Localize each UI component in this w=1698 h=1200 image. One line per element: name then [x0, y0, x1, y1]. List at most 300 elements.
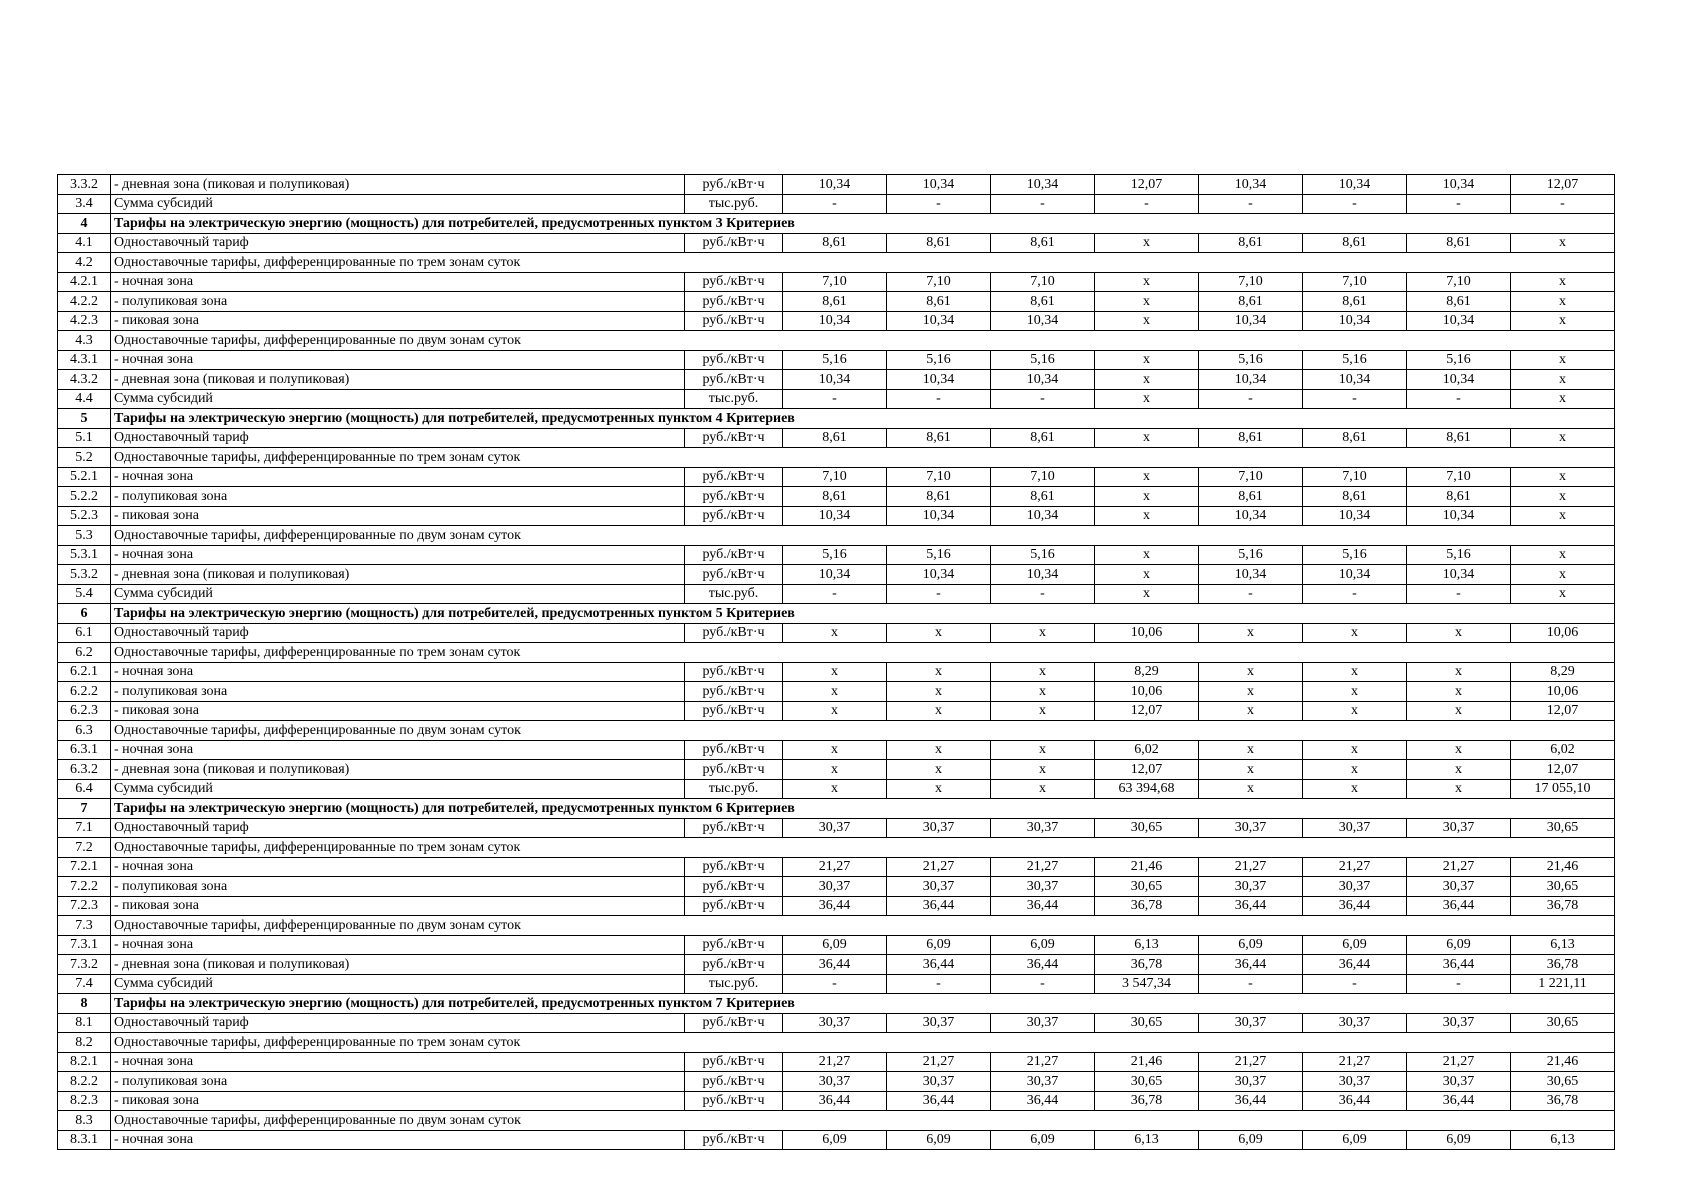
value-cell: - [1199, 974, 1303, 994]
value-cell: 10,34 [991, 370, 1095, 390]
row-name: - ночная зона [111, 1052, 685, 1072]
row-unit: руб./кВт·ч [685, 467, 783, 487]
value-cell: 30,37 [1303, 1013, 1407, 1033]
row-number: 4 [58, 214, 111, 234]
row-name: - ночная зона [111, 740, 685, 760]
value-cell: 21,27 [1199, 1052, 1303, 1072]
value-cell: x [1511, 292, 1615, 312]
value-cell: x [1303, 701, 1407, 721]
value-cell: - [783, 389, 887, 409]
subheader-row [58, 253, 1615, 273]
row-unit: руб./кВт·ч [685, 428, 783, 448]
table-row [58, 662, 1615, 682]
value-cell: 6,09 [991, 1130, 1095, 1150]
value-cell: 8,29 [1095, 662, 1199, 682]
value-cell: x [991, 760, 1095, 780]
value-cell: 21,46 [1095, 1052, 1199, 1072]
section-title: Тарифы на электрическую энергию (мощность) для потребителей, предусмотренных пунктом 3 Критериев [111, 214, 1615, 234]
subheader-title: Одноставочные тарифы, дифференцированные по трем зонам суток [111, 838, 1615, 858]
value-cell: 10,34 [991, 311, 1095, 331]
row-number: 4.2.1 [58, 272, 111, 292]
value-cell: 8,61 [1407, 292, 1511, 312]
value-cell: 21,46 [1511, 857, 1615, 877]
value-cell: x [991, 662, 1095, 682]
value-cell: - [887, 389, 991, 409]
value-cell: 17 055,10 [1511, 779, 1615, 799]
table-row [58, 740, 1615, 760]
value-cell: x [1199, 740, 1303, 760]
row-number: 5.3 [58, 526, 111, 546]
row-name: - пиковая зона [111, 896, 685, 916]
value-cell: x [1511, 565, 1615, 585]
row-name: Сумма субсидий [111, 194, 685, 214]
value-cell: 21,27 [991, 1052, 1095, 1072]
value-cell: 10,34 [991, 506, 1095, 526]
value-cell: 21,46 [1095, 857, 1199, 877]
value-cell: 10,34 [1407, 565, 1511, 585]
value-cell: 30,37 [1303, 818, 1407, 838]
subheader-row [58, 1033, 1615, 1053]
value-cell: x [887, 682, 991, 702]
value-cell: x [1095, 506, 1199, 526]
row-number: 6.2.1 [58, 662, 111, 682]
value-cell: 10,34 [783, 506, 887, 526]
value-cell: 5,16 [1407, 350, 1511, 370]
row-name: - ночная зона [111, 467, 685, 487]
row-unit: руб./кВт·ч [685, 1130, 783, 1150]
tariff-table-body [58, 175, 1615, 1150]
row-number: 6.1 [58, 623, 111, 643]
value-cell: 5,16 [887, 545, 991, 565]
subheader-row [58, 526, 1615, 546]
row-number: 5.2.1 [58, 467, 111, 487]
value-cell: 6,09 [783, 1130, 887, 1150]
value-cell: 21,27 [1407, 857, 1511, 877]
value-cell: - [1511, 194, 1615, 214]
value-cell: 6,09 [783, 935, 887, 955]
row-name: - полупиковая зона [111, 487, 685, 507]
row-name: - ночная зона [111, 1130, 685, 1150]
value-cell: x [1407, 682, 1511, 702]
value-cell: 6,09 [1199, 935, 1303, 955]
value-cell: 8,61 [991, 428, 1095, 448]
value-cell: x [1199, 701, 1303, 721]
row-unit: руб./кВт·ч [685, 682, 783, 702]
value-cell: - [991, 194, 1095, 214]
value-cell: 30,37 [1407, 1072, 1511, 1092]
value-cell: x [1511, 428, 1615, 448]
row-name: - дневная зона (пиковая и полупиковая) [111, 565, 685, 585]
value-cell: 6,13 [1095, 1130, 1199, 1150]
value-cell: x [1095, 389, 1199, 409]
value-cell: - [783, 584, 887, 604]
value-cell: 8,61 [1199, 428, 1303, 448]
value-cell: x [1199, 623, 1303, 643]
value-cell: 10,06 [1511, 682, 1615, 702]
table-row [58, 584, 1615, 604]
row-number: 5.1 [58, 428, 111, 448]
value-cell: 5,16 [783, 350, 887, 370]
value-cell: 8,61 [991, 487, 1095, 507]
value-cell: 5,16 [1303, 545, 1407, 565]
subheader-row [58, 721, 1615, 741]
value-cell: 30,37 [887, 877, 991, 897]
table-row [58, 935, 1615, 955]
value-cell: 6,09 [1407, 935, 1511, 955]
value-cell: x [1407, 760, 1511, 780]
value-cell: x [991, 701, 1095, 721]
row-name: Одноставочный тариф [111, 1013, 685, 1033]
row-number: 8.3.1 [58, 1130, 111, 1150]
value-cell: x [1095, 350, 1199, 370]
row-unit: тыс.руб. [685, 584, 783, 604]
value-cell: 6,09 [991, 935, 1095, 955]
value-cell: 36,44 [887, 896, 991, 916]
row-number: 6.3.1 [58, 740, 111, 760]
subheader-row [58, 916, 1615, 936]
row-name: - полупиковая зона [111, 877, 685, 897]
value-cell: 5,16 [783, 545, 887, 565]
value-cell: 5,16 [1199, 545, 1303, 565]
value-cell: 30,37 [1407, 818, 1511, 838]
table-row [58, 818, 1615, 838]
row-unit: руб./кВт·ч [685, 272, 783, 292]
value-cell: x [887, 779, 991, 799]
value-cell: 30,37 [1303, 1072, 1407, 1092]
value-cell: x [1095, 428, 1199, 448]
subheader-title: Одноставочные тарифы, дифференцированные по трем зонам суток [111, 253, 1615, 273]
value-cell: 6,09 [1199, 1130, 1303, 1150]
row-unit: руб./кВт·ч [685, 487, 783, 507]
value-cell: - [991, 974, 1095, 994]
value-cell: 36,44 [1303, 896, 1407, 916]
value-cell: x [1511, 584, 1615, 604]
row-name: Сумма субсидий [111, 389, 685, 409]
value-cell: 10,34 [1407, 370, 1511, 390]
value-cell: 10,34 [1407, 175, 1511, 195]
value-cell: x [1511, 487, 1615, 507]
row-number: 5.4 [58, 584, 111, 604]
value-cell: 36,78 [1095, 896, 1199, 916]
value-cell: x [1199, 779, 1303, 799]
subheader-row [58, 643, 1615, 663]
row-number: 8.2.3 [58, 1091, 111, 1111]
value-cell: 8,29 [1511, 662, 1615, 682]
value-cell: 6,09 [887, 935, 991, 955]
row-name: - дневная зона (пиковая и полупиковая) [111, 370, 685, 390]
value-cell: 10,34 [1303, 175, 1407, 195]
value-cell: 12,07 [1511, 701, 1615, 721]
value-cell: 36,44 [783, 955, 887, 975]
subheader-row [58, 1111, 1615, 1131]
table-row [58, 955, 1615, 975]
value-cell: 10,34 [991, 565, 1095, 585]
value-cell: 21,27 [1303, 1052, 1407, 1072]
value-cell: 10,34 [1303, 311, 1407, 331]
value-cell: 7,10 [1199, 272, 1303, 292]
value-cell: - [1303, 974, 1407, 994]
row-name: Одноставочный тариф [111, 428, 685, 448]
value-cell: 8,61 [1303, 292, 1407, 312]
value-cell: 36,44 [1407, 955, 1511, 975]
row-name: Сумма субсидий [111, 779, 685, 799]
value-cell: 30,37 [783, 877, 887, 897]
row-number: 7.3.2 [58, 955, 111, 975]
tariff-sheet [57, 174, 1614, 1150]
value-cell: 30,65 [1095, 1072, 1199, 1092]
row-number: 7.3.1 [58, 935, 111, 955]
row-number: 7.2.2 [58, 877, 111, 897]
value-cell: - [887, 194, 991, 214]
value-cell: 8,61 [1199, 292, 1303, 312]
table-row [58, 370, 1615, 390]
value-cell: x [783, 623, 887, 643]
value-cell: 7,10 [991, 272, 1095, 292]
subheader-title: Одноставочные тарифы, дифференцированные по двум зонам суток [111, 721, 1615, 741]
value-cell: 30,37 [991, 818, 1095, 838]
row-number: 5 [58, 409, 111, 429]
subheader-row [58, 448, 1615, 468]
value-cell: x [991, 779, 1095, 799]
value-cell: 30,37 [1199, 818, 1303, 838]
value-cell: x [783, 662, 887, 682]
row-name: - полупиковая зона [111, 292, 685, 312]
value-cell: - [1303, 194, 1407, 214]
table-row [58, 487, 1615, 507]
row-unit: руб./кВт·ч [685, 1052, 783, 1072]
value-cell: x [991, 740, 1095, 760]
value-cell: - [887, 584, 991, 604]
value-cell: - [1407, 389, 1511, 409]
value-cell: 8,61 [991, 233, 1095, 253]
value-cell: 6,09 [1303, 935, 1407, 955]
value-cell: x [1511, 311, 1615, 331]
value-cell: 30,37 [887, 818, 991, 838]
row-number: 8.2.1 [58, 1052, 111, 1072]
value-cell: x [1511, 545, 1615, 565]
value-cell: 21,27 [1407, 1052, 1511, 1072]
value-cell: x [1303, 740, 1407, 760]
value-cell: - [783, 194, 887, 214]
value-cell: 30,37 [991, 1013, 1095, 1033]
value-cell: 10,34 [1407, 506, 1511, 526]
row-name: - полупиковая зона [111, 682, 685, 702]
row-number: 6.4 [58, 779, 111, 799]
value-cell: x [887, 662, 991, 682]
subheader-title: Одноставочные тарифы, дифференцированные по двум зонам суток [111, 526, 1615, 546]
value-cell: 21,46 [1511, 1052, 1615, 1072]
value-cell: x [1303, 682, 1407, 702]
subheader-row [58, 838, 1615, 858]
value-cell: x [1407, 701, 1511, 721]
value-cell: 6,13 [1095, 935, 1199, 955]
row-unit: руб./кВт·ч [685, 1091, 783, 1111]
value-cell: x [1303, 623, 1407, 643]
value-cell: x [991, 623, 1095, 643]
table-row [58, 623, 1615, 643]
value-cell: 6,09 [887, 1130, 991, 1150]
value-cell: 5,16 [887, 350, 991, 370]
value-cell: 30,37 [783, 818, 887, 838]
value-cell: 10,34 [1199, 565, 1303, 585]
value-cell: 10,34 [1303, 370, 1407, 390]
table-row [58, 545, 1615, 565]
value-cell: 10,34 [887, 506, 991, 526]
row-unit: тыс.руб. [685, 389, 783, 409]
row-unit: руб./кВт·ч [685, 545, 783, 565]
row-name: Одноставочный тариф [111, 623, 685, 643]
value-cell: x [1199, 662, 1303, 682]
row-unit: руб./кВт·ч [685, 740, 783, 760]
value-cell: 36,78 [1095, 1091, 1199, 1111]
row-number: 8.2.2 [58, 1072, 111, 1092]
row-name: - пиковая зона [111, 311, 685, 331]
row-number: 7.3 [58, 916, 111, 936]
row-number: 6.2.3 [58, 701, 111, 721]
value-cell: x [1303, 760, 1407, 780]
row-number: 3.3.2 [58, 175, 111, 195]
value-cell: 8,61 [1199, 233, 1303, 253]
row-name: - ночная зона [111, 272, 685, 292]
row-name: - ночная зона [111, 545, 685, 565]
value-cell: 8,61 [1407, 233, 1511, 253]
value-cell: 8,61 [887, 292, 991, 312]
section-header-row [58, 409, 1615, 429]
value-cell: 8,61 [1303, 428, 1407, 448]
subheader-title: Одноставочные тарифы, дифференцированные по трем зонам суток [111, 448, 1615, 468]
row-number: 5.2.3 [58, 506, 111, 526]
value-cell: x [1407, 740, 1511, 760]
table-row [58, 272, 1615, 292]
row-name: Сумма субсидий [111, 584, 685, 604]
value-cell: 36,44 [887, 1091, 991, 1111]
value-cell: 36,44 [1303, 1091, 1407, 1111]
table-row [58, 857, 1615, 877]
value-cell: - [991, 584, 1095, 604]
value-cell: - [1199, 389, 1303, 409]
row-name: - пиковая зона [111, 701, 685, 721]
value-cell: - [1407, 194, 1511, 214]
value-cell: 8,61 [887, 487, 991, 507]
value-cell: 30,65 [1095, 818, 1199, 838]
value-cell: 5,16 [1303, 350, 1407, 370]
value-cell: 7,10 [887, 272, 991, 292]
value-cell: 36,44 [1303, 955, 1407, 975]
table-row [58, 292, 1615, 312]
section-header-row [58, 604, 1615, 624]
row-name: Сумма субсидий [111, 974, 685, 994]
value-cell: 36,78 [1511, 1091, 1615, 1111]
value-cell: 36,44 [991, 1091, 1095, 1111]
value-cell: 30,37 [887, 1013, 991, 1033]
section-title: Тарифы на электрическую энергию (мощность) для потребителей, предусмотренных пунктом 5 Критериев [111, 604, 1615, 624]
table-row [58, 428, 1615, 448]
table-row [58, 760, 1615, 780]
row-number: 5.2.2 [58, 487, 111, 507]
value-cell: x [1303, 662, 1407, 682]
value-cell: 30,65 [1511, 1072, 1615, 1092]
section-header-row [58, 214, 1615, 234]
row-number: 8.3 [58, 1111, 111, 1131]
table-row [58, 506, 1615, 526]
value-cell: 6,09 [1303, 1130, 1407, 1150]
value-cell: x [1511, 350, 1615, 370]
value-cell: x [783, 682, 887, 702]
row-number: 4.4 [58, 389, 111, 409]
value-cell: 36,44 [887, 955, 991, 975]
value-cell: 30,65 [1095, 877, 1199, 897]
row-unit: руб./кВт·ч [685, 662, 783, 682]
row-number: 7.2 [58, 838, 111, 858]
table-row [58, 350, 1615, 370]
value-cell: 7,10 [1199, 467, 1303, 487]
table-row [58, 682, 1615, 702]
value-cell: 36,78 [1511, 896, 1615, 916]
row-number: 7.1 [58, 818, 111, 838]
value-cell: 30,37 [887, 1072, 991, 1092]
row-number: 8 [58, 994, 111, 1014]
table-row [58, 1013, 1615, 1033]
value-cell: 6,13 [1511, 935, 1615, 955]
value-cell: 30,37 [991, 1072, 1095, 1092]
row-unit: руб./кВт·ч [685, 370, 783, 390]
value-cell: 5,16 [991, 350, 1095, 370]
row-name: - ночная зона [111, 935, 685, 955]
value-cell: 6,09 [1407, 1130, 1511, 1150]
row-number: 4.3.1 [58, 350, 111, 370]
value-cell: 8,61 [1407, 428, 1511, 448]
value-cell: x [1407, 779, 1511, 799]
value-cell: 63 394,68 [1095, 779, 1199, 799]
row-number: 5.3.1 [58, 545, 111, 565]
row-unit: руб./кВт·ч [685, 857, 783, 877]
value-cell: 36,44 [1199, 896, 1303, 916]
value-cell: 12,07 [1511, 760, 1615, 780]
value-cell: - [1407, 974, 1511, 994]
value-cell: 8,61 [783, 233, 887, 253]
value-cell: x [783, 779, 887, 799]
row-unit: руб./кВт·ч [685, 760, 783, 780]
row-unit: руб./кВт·ч [685, 877, 783, 897]
value-cell: 8,61 [783, 487, 887, 507]
value-cell: 36,44 [1407, 1091, 1511, 1111]
table-row [58, 896, 1615, 916]
value-cell: x [1095, 311, 1199, 331]
row-unit: руб./кВт·ч [685, 623, 783, 643]
row-number: 8.1 [58, 1013, 111, 1033]
value-cell: - [1199, 584, 1303, 604]
value-cell: 30,37 [1199, 877, 1303, 897]
row-name: - ночная зона [111, 350, 685, 370]
value-cell: x [887, 623, 991, 643]
value-cell: 30,37 [1303, 877, 1407, 897]
subheader-title: Одноставочные тарифы, дифференцированные по двум зонам суток [111, 1111, 1615, 1131]
value-cell: 8,61 [1199, 487, 1303, 507]
value-cell: 10,06 [1511, 623, 1615, 643]
value-cell: 6,13 [1511, 1130, 1615, 1150]
row-unit: руб./кВт·ч [685, 233, 783, 253]
row-number: 7.2.3 [58, 896, 111, 916]
row-number: 4.3 [58, 331, 111, 351]
value-cell: x [1095, 565, 1199, 585]
value-cell: 8,61 [783, 428, 887, 448]
value-cell: 30,37 [1199, 1013, 1303, 1033]
row-number: 4.1 [58, 233, 111, 253]
row-name: - ночная зона [111, 857, 685, 877]
value-cell: 7,10 [1407, 467, 1511, 487]
value-cell: 21,27 [783, 1052, 887, 1072]
row-number: 7.4 [58, 974, 111, 994]
